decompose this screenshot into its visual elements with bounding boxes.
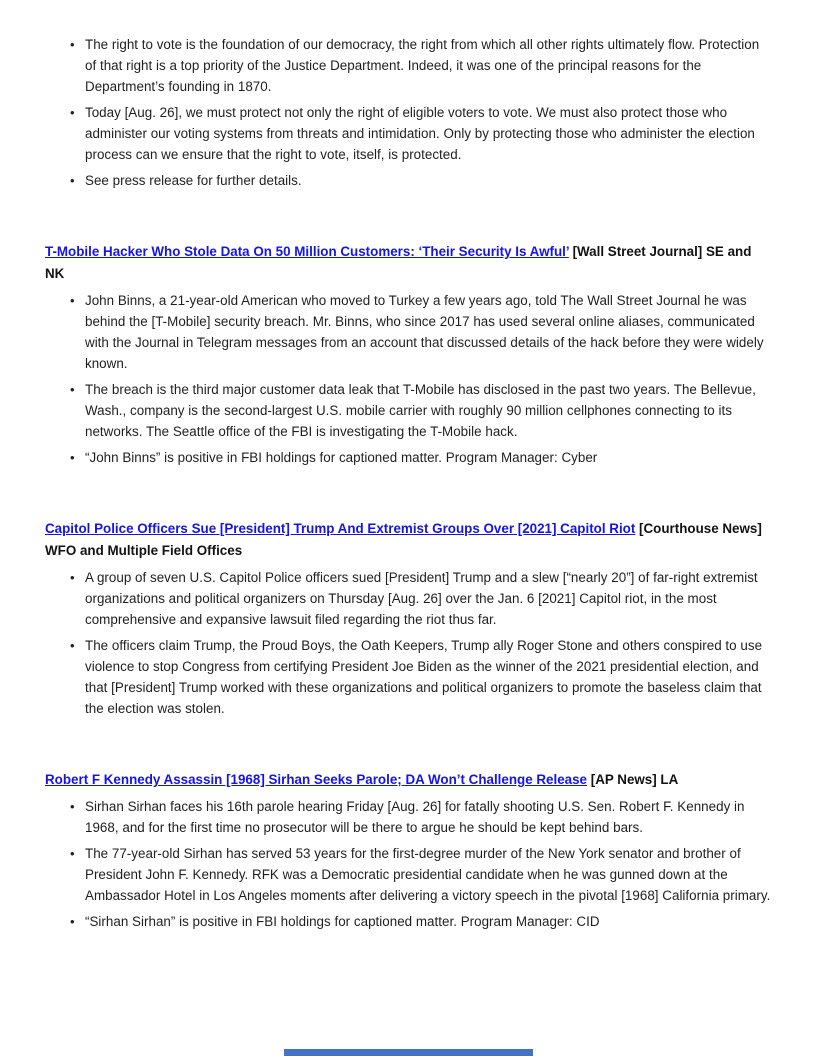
news-section-rfk-sirhan	[45, 769, 771, 932]
bullet-item: • Today [Aug. 26], we must protect not only the right of eligible voters to vote. We must also protect those who administer our voting systems from threats and intimidation. Only by protecting those who administer the election process can we ensure that the right to vote, itself, is protected.	[85, 102, 771, 165]
headline-source: [Courthouse News] WFO and Multiple Field Offices	[45, 521, 762, 558]
bullet-list	[45, 796, 771, 932]
headline-link[interactable]: Capitol Police Officers Sue [President] Trump And Extremist Groups Over [2021] Capitol Riot	[45, 521, 636, 536]
bullet-item: • Sirhan Sirhan faces his 16th parole hearing Friday [Aug. 26] for fatally shooting U.S. Sen. Robert F. Kennedy in 1968, and for the first time no prosecutor will be there to argue he should be kept behind bars.	[85, 796, 771, 838]
bullet-item: • See press release for further details.	[85, 170, 771, 191]
news-section-capitol-police	[45, 518, 771, 719]
bullet-list	[45, 567, 771, 719]
document-content	[45, 34, 771, 937]
page-footer-bar	[284, 1049, 533, 1056]
headline-source: [AP News] LA	[590, 772, 679, 787]
bullet-item: • The 77-year-old Sirhan has served 53 years for the first-degree murder of the New York senator and brother of President John F. Kennedy. RFK was a Democratic presidential candidate when he was gunned down at the Ambassador Hotel in Los Angeles moments after delivering a victory speech in the pivotal [1968] California primary.	[85, 843, 771, 906]
bullet-item: • John Binns, a 21-year-old American who moved to Turkey a few years ago, told The Wall Street Journal he was behind the [T-Mobile] security breach. Mr. Binns, who since 2017 has used several online aliases, communicated with the Journal in Telegram messages from an account that discussed details of the hack before they were widely known.	[85, 290, 771, 374]
section-headline	[45, 241, 771, 285]
section-headline	[45, 518, 771, 562]
bullet-item: • The right to vote is the foundation of our democracy, the right from which all other rights ultimately flow. Protection of that right is a top priority of the Justice Department. Indeed, it was one of the principal reasons for the Department’s founding in 1870.	[85, 34, 771, 97]
bullet-item: • A group of seven U.S. Capitol Police officers sued [President] Trump and a slew [“nearly 20”] of far-right extremist organizations and political organizers on Thursday [Aug. 26] over the Jan. 6 [2021] Capitol riot, in the most comprehensive and expansive lawsuit filed regarding the riot thus far.	[85, 567, 771, 630]
bullet-item: • The breach is the third major customer data leak that T-Mobile has disclosed in the past two years. The Bellevue, Wash., company is the second-largest U.S. mobile carrier with roughly 90 million cellphones connecting to its networks. The Seattle office of the FBI is investigating the T-Mobile hack.	[85, 379, 771, 442]
headline-link[interactable]: Robert F Kennedy Assassin [1968] Sirhan Seeks Parole; DA Won’t Challenge Release	[45, 772, 587, 787]
headline-link[interactable]: T-Mobile Hacker Who Stole Data On 50 Million Customers: ‘Their Security Is Awful’	[45, 244, 569, 259]
bullet-item: • “John Binns” is positive in FBI holdings for captioned matter. Program Manager: Cyber	[85, 447, 771, 468]
bullet-item: • “Sirhan Sirhan” is positive in FBI holdings for captioned matter. Program Manager: CID	[85, 911, 771, 932]
news-section-tmobile	[45, 241, 771, 468]
intro-bullet-list	[45, 34, 771, 191]
bullet-list	[45, 290, 771, 468]
bullet-item: • The officers claim Trump, the Proud Boys, the Oath Keepers, Trump ally Roger Stone and others conspired to use violence to stop Congress from certifying President Joe Biden as the winner of the 2021 presidential election, and that [President] Trump worked with these organizations and political organizers to promote the baseless claim that the election was stolen.	[85, 635, 771, 719]
headline-source: [Wall Street Journal] SE and NK	[45, 244, 752, 281]
section-headline	[45, 769, 771, 791]
